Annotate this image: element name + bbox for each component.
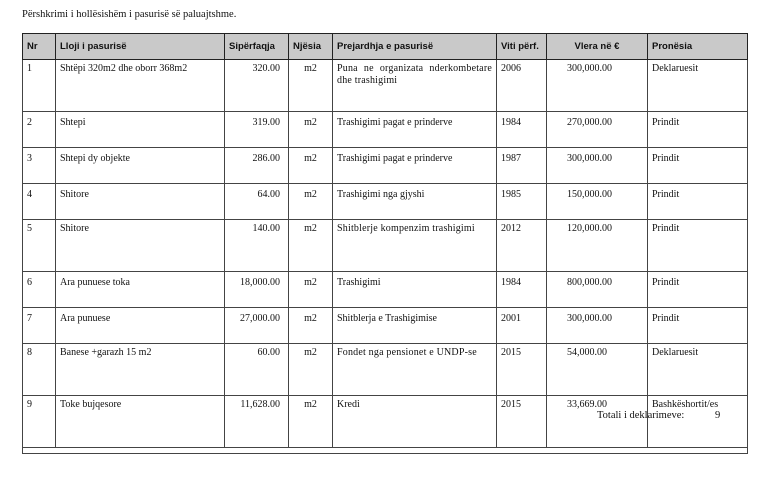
- cell-njesia: m2: [289, 220, 333, 272]
- cell-siperfaqja: 27,000.00: [225, 308, 289, 344]
- cell-siperfaqja: 140.00: [225, 220, 289, 272]
- cell-lloji: Shtepi: [56, 112, 225, 148]
- cell-lloji: Shitore: [56, 184, 225, 220]
- cell-pronesia: Prindit: [648, 184, 748, 220]
- cell-siperfaqja: 60.00: [225, 344, 289, 396]
- cell-prejardhja: Shitblerje kompenzim trashigimi: [333, 220, 497, 272]
- cell-pronesia: Deklaruesit: [648, 60, 748, 112]
- cell-njesia: m2: [289, 148, 333, 184]
- cell-pronesia: Bashkëshortit/es: [648, 396, 748, 448]
- cell-njesia: m2: [289, 344, 333, 396]
- table-row: [23, 344, 748, 396]
- cell-viti: 2006: [497, 60, 547, 112]
- cell-nr: 8: [23, 344, 56, 396]
- table-row: [23, 112, 748, 148]
- cell-vlera: 800,000.00: [547, 272, 648, 308]
- totals-label: Totali i deklarimeve:: [597, 410, 685, 421]
- header-siperfaqja: Sipërfaqja: [225, 34, 289, 60]
- cell-siperfaqja: 320.00: [225, 60, 289, 112]
- cell-pronesia: Prindit: [648, 272, 748, 308]
- header-viti: Viti përf.: [497, 34, 547, 60]
- header-nr: Nr: [23, 34, 56, 60]
- cell-siperfaqja: 11,628.00: [225, 396, 289, 448]
- cell-vlera: 33,669.00: [547, 396, 648, 448]
- table-row: [23, 148, 748, 184]
- cell-njesia: m2: [289, 112, 333, 148]
- cell-pronesia: Prindit: [648, 112, 748, 148]
- header-njesia: Njësia: [289, 34, 333, 60]
- header-pronesia: Pronësia: [648, 34, 748, 60]
- cell-siperfaqja: 64.00: [225, 184, 289, 220]
- table-row: [23, 396, 748, 448]
- cell-siperfaqja: 18,000.00: [225, 272, 289, 308]
- cell-nr: 7: [23, 308, 56, 344]
- cell-lloji: Shtepi dy objekte: [56, 148, 225, 184]
- property-table: [22, 33, 748, 454]
- property-table-container: [22, 33, 747, 454]
- cell-nr: 2: [23, 112, 56, 148]
- totals-line: [597, 410, 720, 421]
- cell-nr: 1: [23, 60, 56, 112]
- header-vlera: Vlera në €: [547, 34, 648, 60]
- table-row: [23, 272, 748, 308]
- totals-count: 9: [714, 410, 721, 421]
- cell-viti: 2001: [497, 308, 547, 344]
- cell-viti: 1987: [497, 148, 547, 184]
- cell-njesia: m2: [289, 308, 333, 344]
- cell-nr: 9: [23, 396, 56, 448]
- cell-vlera: 300,000.00: [547, 148, 648, 184]
- table-bottom-spacer: [23, 448, 748, 454]
- cell-lloji: Ara punuese toka: [56, 272, 225, 308]
- table-row: [23, 60, 748, 112]
- cell-nr: 4: [23, 184, 56, 220]
- cell-pronesia: Prindit: [648, 148, 748, 184]
- cell-viti: 2015: [497, 396, 547, 448]
- cell-lloji: Ara punuese: [56, 308, 225, 344]
- cell-siperfaqja: 286.00: [225, 148, 289, 184]
- cell-vlera: 120,000.00: [547, 220, 648, 272]
- cell-lloji: Toke bujqesore: [56, 396, 225, 448]
- cell-njesia: m2: [289, 60, 333, 112]
- cell-nr: 5: [23, 220, 56, 272]
- cell-lloji: Shitore: [56, 220, 225, 272]
- cell-prejardhja: Trashigimi pagat e prinderve: [333, 148, 497, 184]
- cell-vlera: 54,000.00: [547, 344, 648, 396]
- cell-prejardhja: Fondet nga pensionet e UNDP-se: [333, 344, 497, 396]
- cell-viti: 1984: [497, 272, 547, 308]
- cell-pronesia: Prindit: [648, 220, 748, 272]
- cell-siperfaqja: 319.00: [225, 112, 289, 148]
- cell-prejardhja: Trashigimi pagat e prinderve: [333, 112, 497, 148]
- header-prejardhja: Prejardhja e pasurisë: [333, 34, 497, 60]
- cell-vlera: 150,000.00: [547, 184, 648, 220]
- cell-viti: 2015: [497, 344, 547, 396]
- cell-njesia: m2: [289, 396, 333, 448]
- cell-vlera: 300,000.00: [547, 60, 648, 112]
- cell-vlera: 270,000.00: [547, 112, 648, 148]
- cell-vlera: 300,000.00: [547, 308, 648, 344]
- cell-viti: 1985: [497, 184, 547, 220]
- cell-prejardhja: Trashigimi: [333, 272, 497, 308]
- cell-prejardhja: Shitblerja e Trashigimise: [333, 308, 497, 344]
- cell-pronesia: Prindit: [648, 308, 748, 344]
- cell-prejardhja: Trashigimi nga gjyshi: [333, 184, 497, 220]
- document-caption: Përshkrimi i hollësishëm i pasurisë së paluajtshme.: [22, 9, 237, 20]
- cell-lloji: Shtëpi 320m2 dhe oborr 368m2: [56, 60, 225, 112]
- cell-prejardhja: Puna ne organizata nderkombetare dhe trashigimi: [333, 60, 497, 112]
- cell-pronesia: Deklaruesit: [648, 344, 748, 396]
- cell-lloji: Banese +garazh 15 m2: [56, 344, 225, 396]
- table-header-row: [23, 34, 748, 60]
- table-row: [23, 220, 748, 272]
- table-row: [23, 184, 748, 220]
- cell-njesia: m2: [289, 184, 333, 220]
- cell-nr: 3: [23, 148, 56, 184]
- cell-njesia: m2: [289, 272, 333, 308]
- cell-nr: 6: [23, 272, 56, 308]
- table-bottom-spacer-cell: [23, 448, 748, 454]
- cell-prejardhja: Kredi: [333, 396, 497, 448]
- header-lloji: Lloji i pasurisë: [56, 34, 225, 60]
- cell-viti: 1984: [497, 112, 547, 148]
- cell-viti: 2012: [497, 220, 547, 272]
- table-row: [23, 308, 748, 344]
